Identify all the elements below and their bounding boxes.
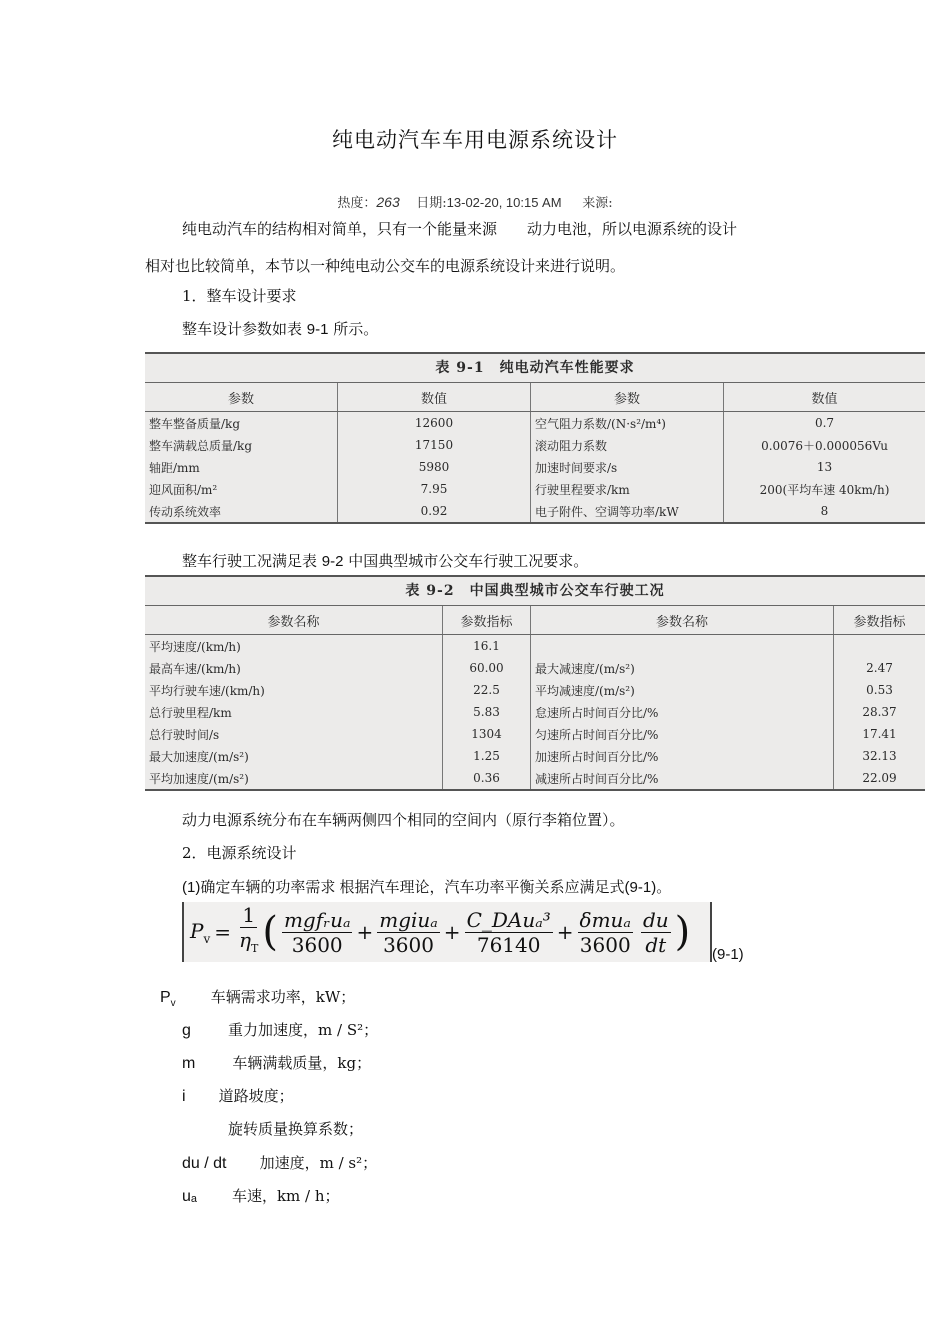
source-label: 来源: [582, 196, 613, 211]
table-header: 参数名称 [531, 606, 834, 635]
table-row: 整车满载总质量/kg 17150 滚动阻力系数 0.0076＋0.000056Vu [145, 434, 925, 456]
heat-value: 263 [376, 194, 400, 210]
table-row: 平均行驶车速/(km/h) 22.5 平均减速度/(m/s²) 0.53 [145, 679, 925, 701]
table-9-2 [145, 575, 925, 791]
var-i: i 道路坡度； [182, 1087, 294, 1105]
formula-equals: = [214, 920, 232, 944]
section-1-desc: 整车设计参数如表 9-1 所示。 [182, 320, 379, 338]
intro-line-2: 相对也比较简单，本节以一种纯电动公交车的电源系统设计来进行说明。 [145, 257, 626, 275]
table-9-1-grid [145, 382, 925, 522]
section-1-heading: 1．整车设计要求 [182, 287, 297, 305]
table-header: 参数名称 [145, 606, 443, 635]
heat-label: 热度： [337, 196, 377, 211]
table-row: 总行驶时间/s 1304 匀速所占时间百分比/% 17.41 [145, 723, 925, 745]
table-9-1-caption: 表 9-1 纯电动汽车性能要求 [435, 360, 635, 376]
table-9-2-grid [145, 605, 925, 789]
table-header: 参数指标 [834, 606, 926, 635]
formula-term-4: $\frac{\text{δmuₐ}}{3600}$ [579, 907, 631, 957]
table-header: 数值 [724, 383, 926, 412]
var-delta: 旋转质量换算系数； [228, 1120, 364, 1138]
table-header: 参数 [531, 383, 724, 412]
table-9-1 [145, 352, 925, 524]
formula-label: (9-1) [712, 946, 744, 963]
formula-term-2: $\frac{\text{mgiuₐ}}{3600}$ [379, 907, 438, 957]
formula-coefficient: $\frac{1}{\eta_T}$ [239, 903, 259, 955]
table-row: 迎风面积/m² 7.95 行驶里程要求/km 200(平均车速 40km/h) [145, 478, 925, 500]
table-9-2-intro: 整车行驶工况满足表 9-2 中国典型城市公交车行驶工况要求。 [182, 552, 589, 570]
article-meta [0, 192, 950, 211]
formula-term-3: $\frac{\text{C\_DAuₐ³}}{76140}$ [466, 907, 551, 957]
section-2-heading: 2．电源系统设计 [182, 844, 297, 862]
formula-9-1: $P_v$ = $\frac{1}{\eta_T}$ ( $\frac{\text{mgfᵣuₐ}}{3600}$ + $\frac{\text{mgiuₐ}}{3600}$ + $\frac{\text{C\_DAuₐ³}}{76140}$ + $\frac{\text{δmuₐ}}{3600}$ $\frac{du}{dt}$ ) [182, 902, 712, 962]
var-g: g 重力加速度，m / S²； [182, 1021, 379, 1039]
date-label: 日期: [416, 196, 447, 211]
table-header: 参数 [145, 383, 338, 412]
var-pv: $P_v$ 车辆需求功率，kW； [160, 988, 356, 1010]
section-2-step-1: (1)确定车辆的功率需求 根据汽车理论，汽车功率平衡关系应满足式(9-1)。 [182, 878, 672, 896]
var-m: m 车辆满载质量，kg； [182, 1054, 372, 1072]
intro-line-1: 纯电动汽车的结构相对简单，只有一个能量来源 动力电池，所以电源系统的设计 [182, 220, 738, 238]
date-value: 13-02-20, 10:15 AM [446, 195, 562, 210]
table-row: 总行驶里程/km 5.83 怠速所占时间百分比/% 28.37 [145, 701, 925, 723]
var-du-dt: du / dt 加速度，m / s²； [182, 1154, 378, 1172]
page-title: 纯电动汽车车用电源系统设计 [332, 128, 618, 152]
formula-lhs: $P_v$ [190, 918, 211, 946]
table-row: 传动系统效率 0.92 电子附件、空调等功率/kW 8 [145, 500, 925, 522]
table-9-2-caption: 表 9-2 中国典型城市公交车行驶工况 [405, 583, 665, 599]
table-row: 平均加速度/(m/s²) 0.36 减速所占时间百分比/% 22.09 [145, 767, 925, 789]
table-header: 参数指标 [443, 606, 531, 635]
formula-close-paren: ) [674, 909, 691, 955]
table-row: 最大加速度/(m/s²) 1.25 加速所占时间百分比/% 32.13 [145, 745, 925, 767]
table-row: 轴距/mm 5980 加速时间要求/s 13 [145, 456, 925, 478]
formula-open-paren: ( [262, 909, 278, 955]
table-header: 数值 [338, 383, 531, 412]
var-ua: uₐ 车速，km / h； [182, 1187, 340, 1205]
table-row: 最高车速/(km/h) 60.00 最大减速度/(m/s²) 2.47 [145, 657, 925, 679]
table-row: 整车整备质量/kg 12600 空气阻力系数/(N·s²/m⁴) 0.7 [145, 412, 925, 435]
formula-term-1: $\frac{\text{mgfᵣuₐ}}{3600}$ [283, 907, 351, 957]
table-row: 平均速度/(km/h) 16.1 [145, 635, 925, 658]
formula-term-5: $\frac{du}{dt}$ [642, 907, 669, 957]
layout-note: 动力电源系统分布在车辆两侧四个相同的空间内（原行李箱位置）。 [182, 811, 625, 829]
